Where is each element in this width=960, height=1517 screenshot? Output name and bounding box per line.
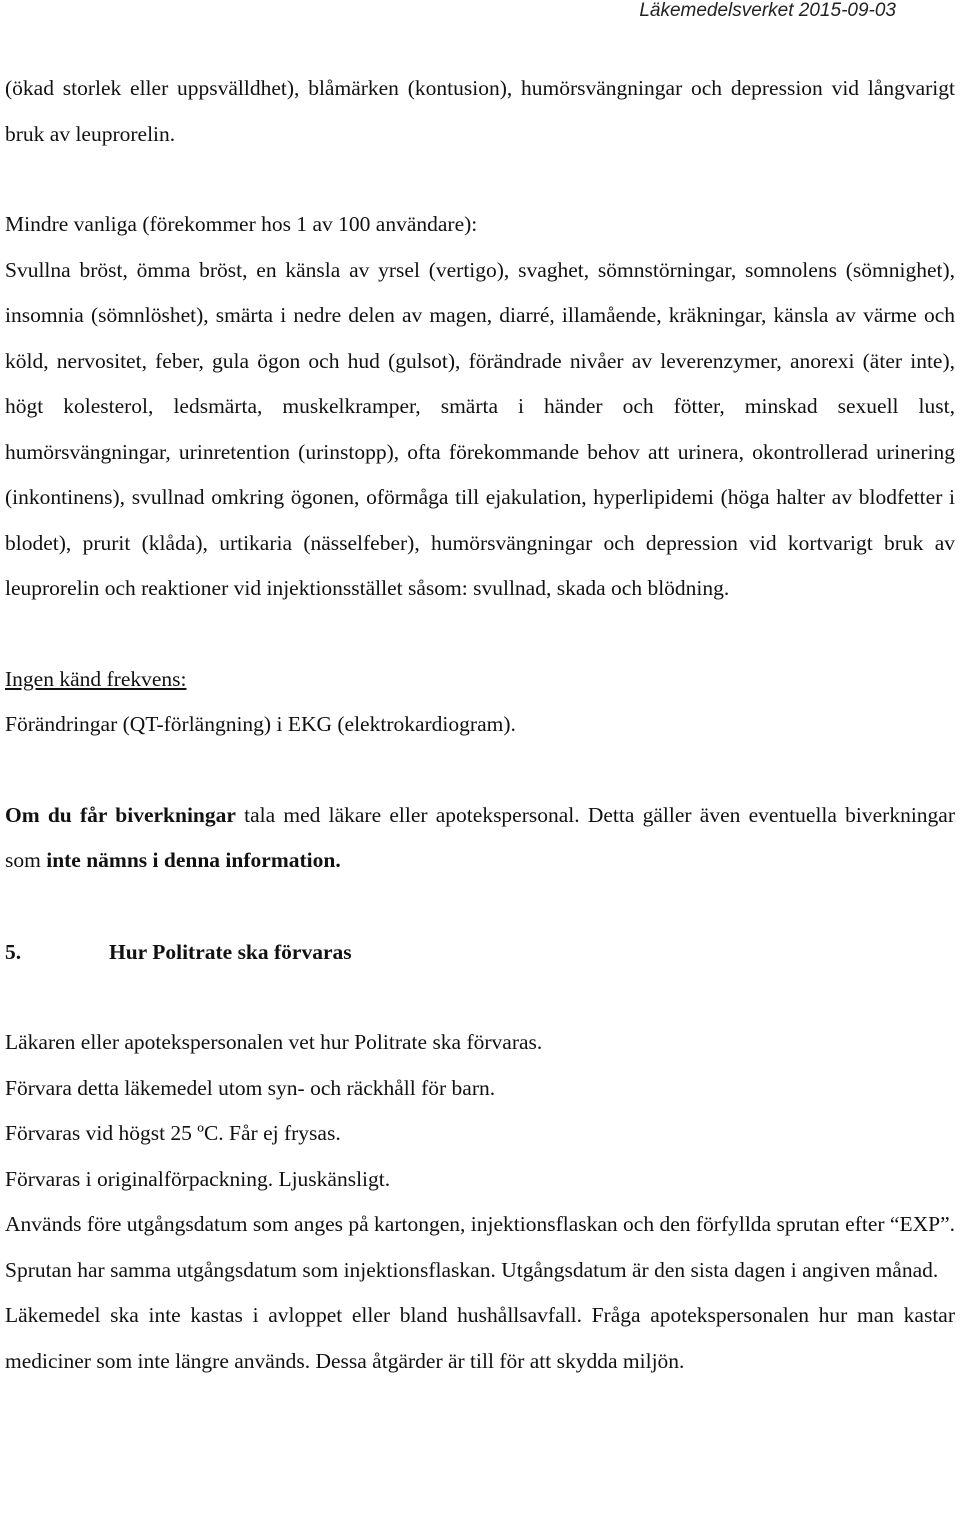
storage-disposal-paragraph: Läkemedel ska inte kastas i avloppet eller bland hushållsavfall. Fråga apotekspersonalen hur man kastar mediciner som inte längre används. Dessa åtgärder är till för att skydda miljön. xyxy=(5,1303,955,1373)
section-5-number: 5. xyxy=(5,939,22,964)
storage-line-1: Läkaren eller apotekspersonalen vet hur Politrate ska förvaras. xyxy=(5,1030,543,1054)
unknown-frequency-text: Förändringar (QT-förlängning) i EKG (elektrokardiogram). xyxy=(5,712,516,736)
report-side-effects-paragraph xyxy=(5,793,955,884)
unknown-frequency-label-text: Ingen känd frekvens: xyxy=(5,666,187,691)
page-header-date: Läkemedelsverket 2015-09-03 xyxy=(639,0,896,21)
uncommon-frequency-label: Mindre vanliga (förekommer hos 1 av 100 användare): xyxy=(5,212,478,236)
storage-expiry-paragraph: Används före utgångsdatum som anges på kartongen, injektionsflaskan och den förfyllda sprutan efter “EXP”. Sprutan har samma utgångsdatum som injektionsflaskan. Utgångsdatum är den sista dagen i angiven månad. xyxy=(5,1212,955,1282)
unknown-frequency-label xyxy=(5,657,955,703)
report-bold-tail: inte nämns i denna information. xyxy=(46,848,341,872)
report-middle-text: tala med läkare eller apotekspersonal. Detta gäller även eventuella biverkningar som xyxy=(5,802,956,872)
storage-line-3: Förvaras vid högst 25 ºC. Får ej frysas. xyxy=(5,1121,341,1145)
document-body xyxy=(5,66,955,1384)
uncommon-side-effects-text: Svullna bröst, ömma bröst, en känsla av yrsel (vertigo), svaghet, sömnstörningar, somnolens (sömnighet), insomnia (sömnlöshet), smärta i nedre delen av magen, diarré, illamående, kräkningar, känsla av värme och köld, nervositet, feber, gula ögon och hud (gulsot), förändrade nivåer av leverenzymer, anorexi (äter inte), högt kolesterol, ledsmärta, muskelkramper, smärta i händer och fötter, minskad sexuell lust, humörsvängningar, urinretention (urinstopp), ofta förekommande behov att urinera, okontrollerad urinering (inkontinens), svullnad omkring ögonen, oförmåga till ejakulation, hyperlipidemi (höga halter av blodfetter i blodet), prurit (klåda), urtikaria (nässelfeber), humörsvängningar och depression vid kortvarigt bruk av leuprorelin och reaktioner vid injektionsstället såsom: svullnad, skada och blödning. xyxy=(5,257,955,600)
section-5-heading xyxy=(5,930,955,976)
section-5-title: Hur Politrate ska förvaras xyxy=(109,939,352,964)
report-bold-lead: Om du får biverkningar xyxy=(5,802,236,827)
storage-line-4: Förvaras i originalförpackning. Ljuskänsligt. xyxy=(5,1166,391,1191)
storage-line-2: Förvara detta läkemedel utom syn- och räckhåll för barn. xyxy=(5,1075,496,1100)
paragraph-side-effects-continued: (ökad storlek eller uppsvälldhet), blåmärken (kontusion), humörsvängningar och depression vid långvarigt bruk av leuprorelin. xyxy=(5,76,955,146)
